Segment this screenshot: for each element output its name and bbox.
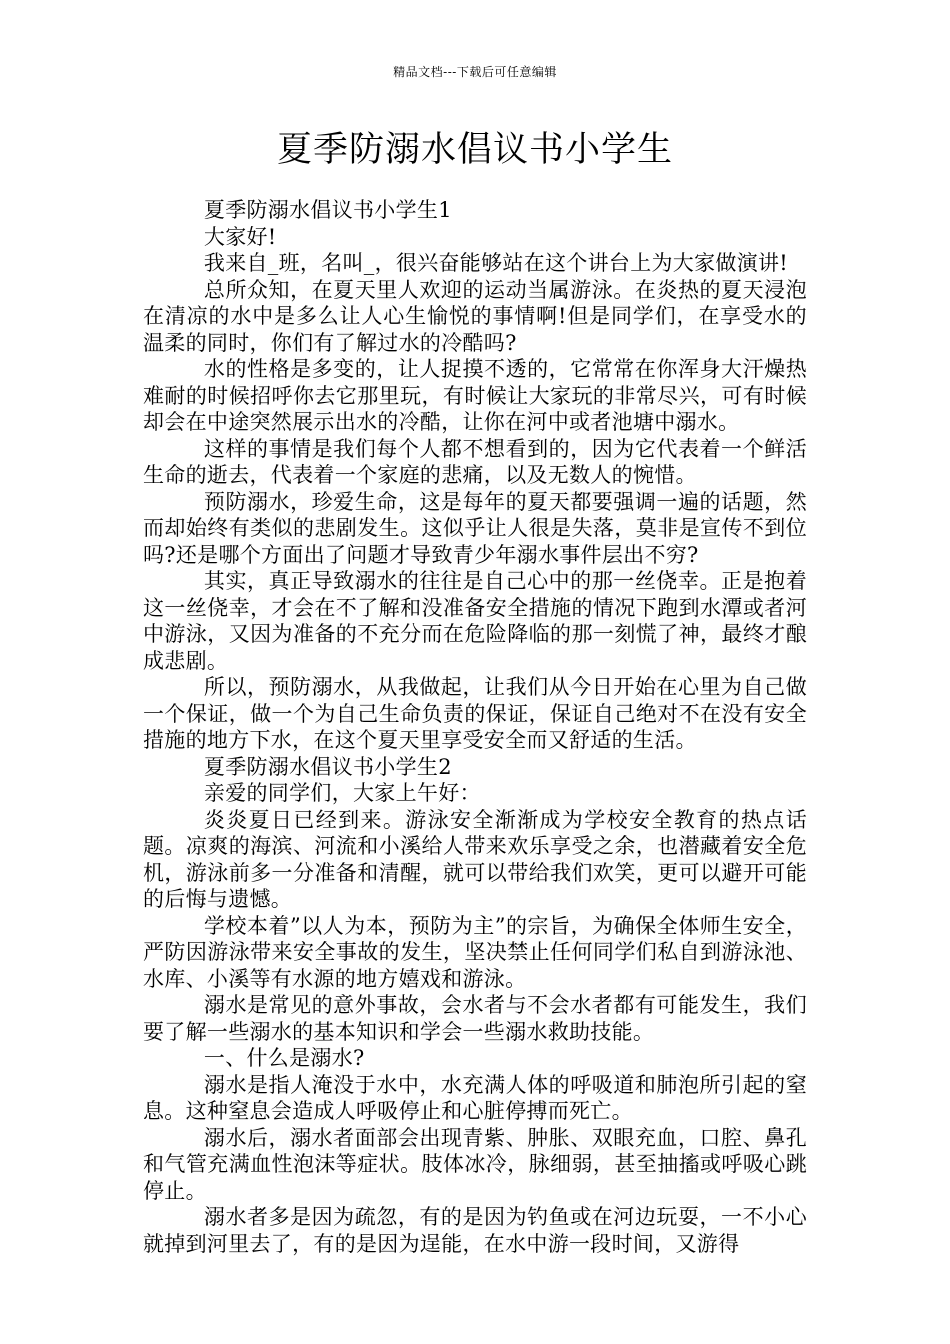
paragraph: 其实，真正导致溺水的往往是自己心中的那一丝侥幸。正是抱着这一丝侥幸，才会在不了解和没准备安全措施的情况下跑到水潭或者河中游泳，又因为准备的不充分而在危险降临的那一刻慌了神，最终才酿成悲剧。 (143, 569, 807, 673)
paragraph: 我来自_班，名叫_，很兴奋能够站在这个讲台上为大家做演讲! (203, 251, 789, 275)
paragraph: 溺水后，溺水者面部会出现青紫、肿胀、双眼充血，口腔、鼻孔和气管充满血性泡沫等症状。肢体冰冷，脉细弱，甚至抽搐或呼吸心跳停止。 (143, 1125, 807, 1203)
paragraph: 水的性格是多变的，让人捉摸不透的，它常常在你浑身大汗燥热难耐的时候招呼你去它那里玩，有时候让大家玩的非常尽兴，可有时候却会在中途突然展示出水的冷酷，让你在河中或者池塘中溺水。 (143, 357, 807, 434)
paragraph: 溺水是指人淹没于水中，水充满人体的呼吸道和肺泡所引起的窒息。这种窒息会造成人呼吸停止和心脏停搏而死亡。 (143, 1072, 807, 1123)
paragraph: 一、什么是溺水? (203, 1046, 365, 1070)
document-body (143, 197, 807, 1257)
paragraph: 溺水是常见的意外事故，会水者与不会水者都有可能发生，我们要了解一些溺水的基本知识和学会一些溺水救助技能。 (143, 993, 807, 1044)
paragraph: 夏季防溺水倡议书小学生2 (203, 754, 452, 779)
paragraph: 夏季防溺水倡议书小学生1 (203, 198, 452, 222)
paragraph: 所以，预防溺水，从我做起，让我们从今日开始在心里为自己做一个保证，做一个为自己生命负责的保证，保证自己绝对不在没有安全措施的地方下水，在这个夏天里享受安全而又舒适的生活。 (143, 675, 807, 752)
paragraph: 学校本着”以人为本，预防为主”的宗旨，为确保全体师生安全，严防因游泳带来安全事故的发生，坚决禁止任何同学们私自到游泳池、水库、小溪等有水源的地方嬉戏和游泳。 (143, 913, 807, 991)
paragraph: 亲爱的同学们，大家上午好： (203, 781, 481, 805)
paragraph: 溺水者多是因为疏忽，有的是因为钓鱼或在河边玩耍，一不小心就掉到河里去了，有的是因为逞能，在水中游一段时间，又游得 (143, 1205, 807, 1256)
paragraph: 大家好! (203, 224, 277, 249)
document-title: 夏季防溺水倡议书小学生 (276, 130, 673, 170)
paragraph: 总所众知，在夏天里人欢迎的运动当属游泳。在炎热的夏天浸泡在清凉的水中是多么让人心生愉悦的事情啊!但是同学们，在享受水的温柔的同时，你们有了解过水的冷酷吗? (143, 277, 807, 355)
header-note: 精品文档---下载后可任意编辑 (393, 65, 557, 79)
paragraph: 炎炎夏日已经到来。游泳安全渐渐成为学校安全教育的热点话题。凉爽的海滨、河流和小溪给人带来欢乐享受之余，也潜藏着安全危机，游泳前多一分准备和清醒，就可以带给我们欢笑，更可以避开可能的后悔与遗憾。 (143, 807, 807, 911)
paragraph: 预防溺水，珍爱生命，这是每年的夏天都要强调一遍的话题，然而却始终有类似的悲剧发生。这似乎让人很是失落，莫非是宣传不到位吗?还是哪个方面出了问题才导致青少年溺水事件层出不穷? (143, 489, 807, 567)
paragraph: 这样的事情是我们每个人都不想看到的，因为它代表着一个鲜活生命的逝去，代表着一个家庭的悲痛，以及无数人的惋惜。 (143, 436, 807, 487)
